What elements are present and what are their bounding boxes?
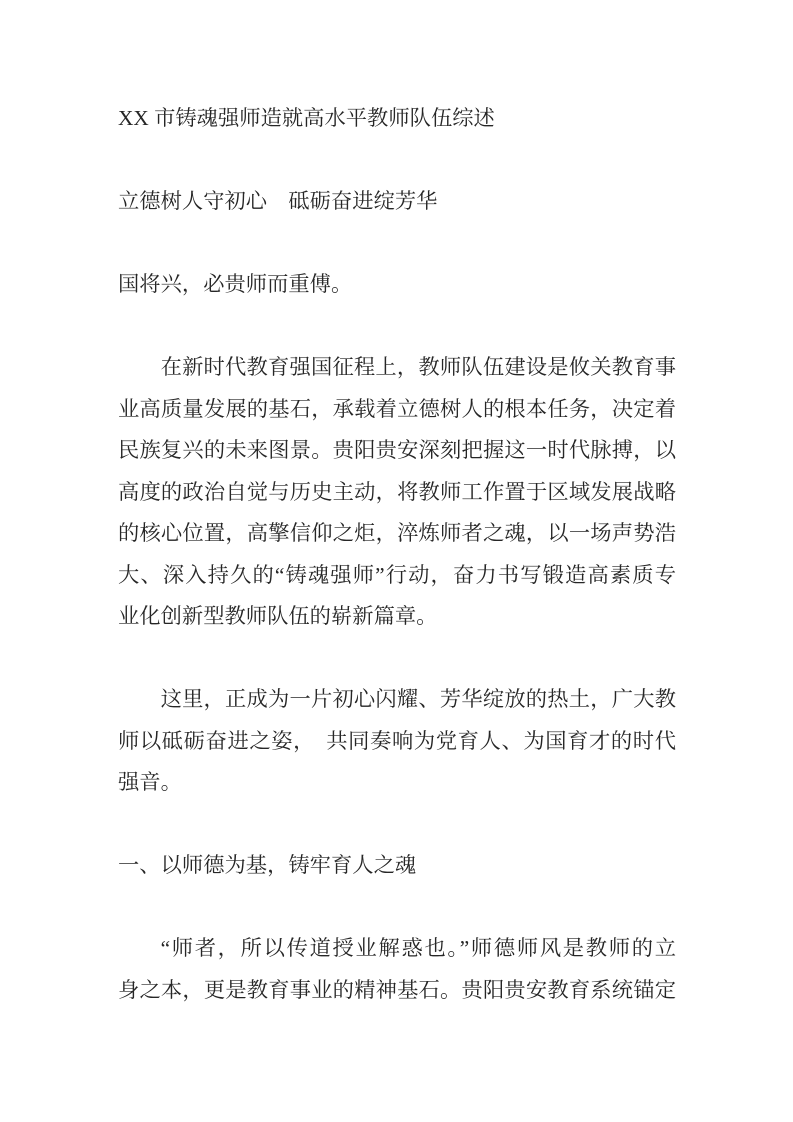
- text-line: 在新时代教育强国征程上，教师队伍建设是攸关教育事: [160, 355, 676, 379]
- text-line: 业化创新型教师队伍的崭新篇章。: [118, 604, 438, 628]
- document-title: XX 市铸魂强师造就高水平教师队伍综述: [118, 106, 495, 130]
- text-line: 大、深入持久的“铸魂强师”行动，奋力书写锻造高素质专: [118, 562, 676, 587]
- document-subtitle: 立德树人守初心 砥砺奋进绽芳华: [118, 189, 438, 213]
- text-line: 师以砥砺奋进之姿， 共同奏响为党育人、为国育才的时代: [118, 728, 676, 753]
- text-line: 强音。: [118, 770, 182, 794]
- text-line: 的核心位置，高擎信仰之炬，淬炼师者之魂，以一场声势浩: [118, 521, 676, 545]
- paragraph-3: [118, 928, 676, 1011]
- text-line: “师者，所以传道授业解惑也。”师德师风是教师的立: [160, 936, 676, 960]
- paragraph-1: [118, 347, 676, 638]
- section-heading: 一、以师德为基，铸牢育人之魂: [118, 853, 417, 877]
- text-line: 民族复兴的未来图景。贵阳贵安深刻把握这一时代脉搏，以: [118, 438, 676, 462]
- text-line: 高度的政治自觉与历史主动，将教师工作置于区域发展战略: [118, 479, 676, 504]
- text-line: 这里，正成为一片初心闪耀、芳华绽放的热土，广大教: [160, 687, 676, 711]
- paragraph-2: [118, 679, 676, 804]
- epigraph-quote: 国将兴，必贵师而重傅。: [118, 272, 353, 296]
- text-line: 身之本，更是教育事业的精神基石。贵阳贵安教育系统锚定: [118, 977, 676, 1002]
- text-line: 业高质量发展的基石，承载着立德树人的根本任务，决定着: [118, 396, 676, 421]
